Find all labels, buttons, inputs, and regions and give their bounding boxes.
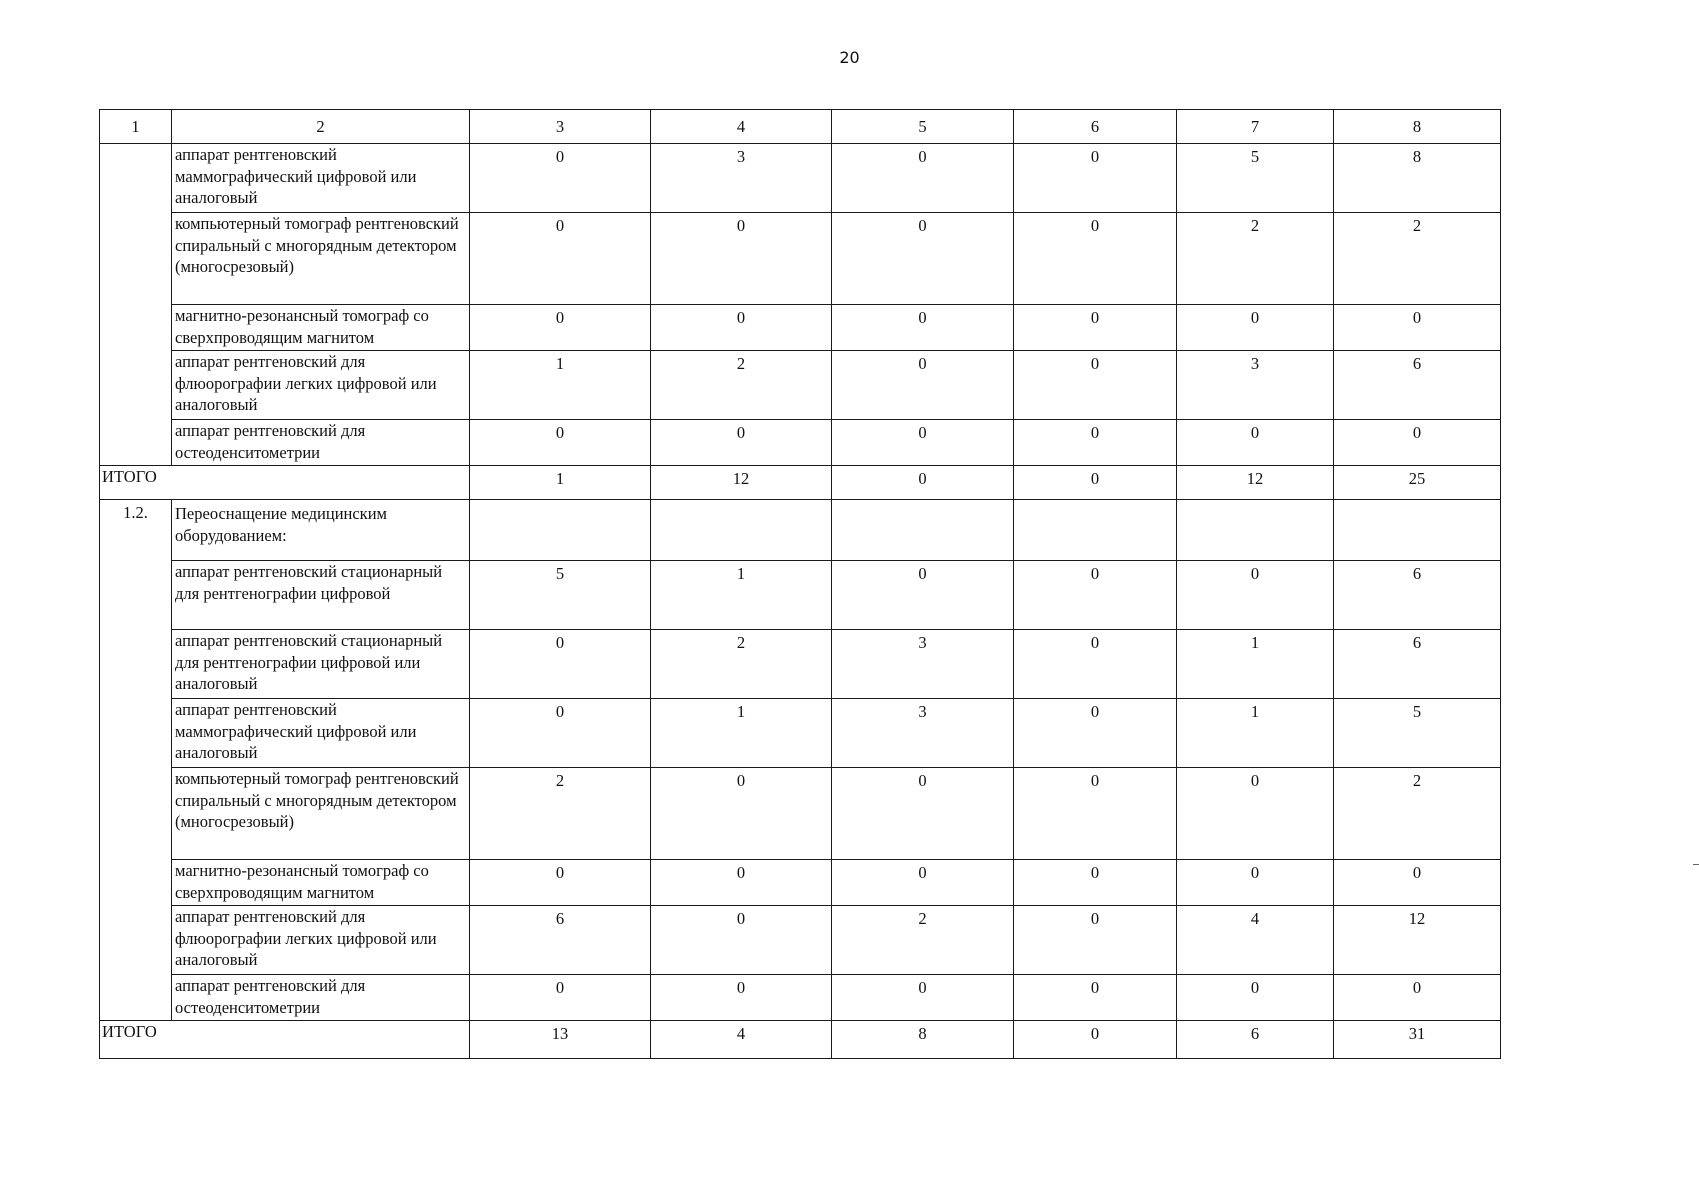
total-value: 0 bbox=[832, 466, 1014, 500]
value-cell: 0 bbox=[1177, 860, 1334, 906]
item-label: компьютерный томограф рентгеновский спиральный с многорядным детектором (многосрезовый) bbox=[172, 213, 470, 305]
item-label: аппарат рентгеновский для флюорографии легких цифровой или аналоговый bbox=[172, 351, 470, 420]
value-cell: 0 bbox=[832, 305, 1014, 351]
value-cell: 0 bbox=[470, 305, 651, 351]
value-cell: 0 bbox=[1334, 975, 1501, 1021]
value-cell: 6 bbox=[470, 906, 651, 975]
value-cell: 0 bbox=[1177, 305, 1334, 351]
value-cell: 0 bbox=[1014, 213, 1177, 305]
header-cell: 6 bbox=[1014, 110, 1177, 144]
value-cell: 8 bbox=[1334, 144, 1501, 213]
value-cell: 0 bbox=[470, 699, 651, 768]
table-row bbox=[100, 420, 1501, 466]
index-cell bbox=[100, 144, 172, 466]
value-cell: 0 bbox=[470, 975, 651, 1021]
value-cell: 0 bbox=[651, 975, 832, 1021]
value-cell: 2 bbox=[832, 906, 1014, 975]
value-cell: 0 bbox=[651, 768, 832, 860]
value-cell: 0 bbox=[1014, 699, 1177, 768]
value-cell: 0 bbox=[470, 213, 651, 305]
table-row bbox=[100, 699, 1501, 768]
header-cell: 7 bbox=[1177, 110, 1334, 144]
item-label: аппарат рентгеновский маммографический цифровой или аналоговый bbox=[172, 144, 470, 213]
value-cell: 3 bbox=[651, 144, 832, 213]
header-cell: 4 bbox=[651, 110, 832, 144]
value-cell: 0 bbox=[1014, 420, 1177, 466]
item-label: аппарат рентгеновский для остеоденситометрии bbox=[172, 975, 470, 1021]
item-label: аппарат рентгеновский стационарный для рентгенографии цифровой или аналоговый bbox=[172, 630, 470, 699]
value-cell: 0 bbox=[1014, 768, 1177, 860]
empty-cell bbox=[1177, 500, 1334, 561]
value-cell: 2 bbox=[1334, 768, 1501, 860]
total-row bbox=[100, 466, 1501, 500]
item-label: аппарат рентгеновский для флюорографии легких цифровой или аналоговый bbox=[172, 906, 470, 975]
item-label: аппарат рентгеновский для остеоденситометрии bbox=[172, 420, 470, 466]
header-cell: 5 bbox=[832, 110, 1014, 144]
empty-cell bbox=[470, 500, 651, 561]
total-value: 0 bbox=[1014, 466, 1177, 500]
value-cell: 0 bbox=[470, 420, 651, 466]
value-cell: 12 bbox=[1334, 906, 1501, 975]
value-cell: 2 bbox=[1334, 213, 1501, 305]
value-cell: 0 bbox=[832, 420, 1014, 466]
value-cell: 3 bbox=[1177, 351, 1334, 420]
header-cell: 1 bbox=[100, 110, 172, 144]
value-cell: 0 bbox=[1014, 630, 1177, 699]
value-cell: 0 bbox=[1177, 975, 1334, 1021]
section-heading: Переоснащение медицинским оборудованием: bbox=[172, 500, 470, 561]
value-cell: 6 bbox=[1334, 351, 1501, 420]
value-cell: 0 bbox=[832, 351, 1014, 420]
value-cell: 0 bbox=[1014, 906, 1177, 975]
item-label: компьютерный томограф рентгеновский спиральный с многорядным детектором (многосрезовый) bbox=[172, 768, 470, 860]
header-cell: 2 bbox=[172, 110, 470, 144]
section-heading-row bbox=[100, 500, 1501, 561]
value-cell: 0 bbox=[470, 630, 651, 699]
item-label: магнитно-резонансный томограф со сверхпроводящим магнитом bbox=[172, 860, 470, 906]
value-cell: 0 bbox=[1014, 305, 1177, 351]
table-row bbox=[100, 906, 1501, 975]
value-cell: 1 bbox=[651, 699, 832, 768]
total-value: 1 bbox=[470, 466, 651, 500]
value-cell: 4 bbox=[1177, 906, 1334, 975]
item-label: аппарат рентгеновский стационарный для рентгенографии цифровой bbox=[172, 561, 470, 630]
value-cell: 2 bbox=[1177, 213, 1334, 305]
value-cell: 0 bbox=[470, 144, 651, 213]
table-row bbox=[100, 351, 1501, 420]
table-row bbox=[100, 768, 1501, 860]
value-cell: 5 bbox=[1177, 144, 1334, 213]
value-cell: 0 bbox=[832, 213, 1014, 305]
value-cell: 0 bbox=[651, 420, 832, 466]
table-row bbox=[100, 561, 1501, 630]
total-value: 4 bbox=[651, 1021, 832, 1059]
value-cell: 6 bbox=[1334, 561, 1501, 630]
value-cell: 1 bbox=[1177, 630, 1334, 699]
value-cell: 0 bbox=[651, 305, 832, 351]
page-number: 20 bbox=[839, 48, 860, 67]
total-value: 0 bbox=[1014, 1021, 1177, 1059]
section-index: 1.2. bbox=[100, 500, 172, 1021]
value-cell: 0 bbox=[651, 213, 832, 305]
equipment-table bbox=[99, 109, 1501, 1059]
header-cell: 3 bbox=[470, 110, 651, 144]
value-cell: 2 bbox=[470, 768, 651, 860]
table-row bbox=[100, 144, 1501, 213]
value-cell: 0 bbox=[1014, 860, 1177, 906]
value-cell: 0 bbox=[651, 906, 832, 975]
header-row bbox=[100, 110, 1501, 144]
total-value: 13 bbox=[470, 1021, 651, 1059]
value-cell: 0 bbox=[1334, 305, 1501, 351]
empty-cell bbox=[651, 500, 832, 561]
scan-margin-mark bbox=[1693, 864, 1699, 865]
table-row bbox=[100, 975, 1501, 1021]
total-value: 31 bbox=[1334, 1021, 1501, 1059]
value-cell: 0 bbox=[470, 860, 651, 906]
value-cell: 0 bbox=[832, 768, 1014, 860]
value-cell: 1 bbox=[651, 561, 832, 630]
total-label: ИТОГО bbox=[100, 466, 470, 500]
empty-cell bbox=[1334, 500, 1501, 561]
value-cell: 0 bbox=[1334, 860, 1501, 906]
table-row bbox=[100, 630, 1501, 699]
value-cell: 6 bbox=[1334, 630, 1501, 699]
empty-cell bbox=[1014, 500, 1177, 561]
value-cell: 0 bbox=[832, 860, 1014, 906]
header-cell: 8 bbox=[1334, 110, 1501, 144]
value-cell: 0 bbox=[1014, 561, 1177, 630]
total-value: 8 bbox=[832, 1021, 1014, 1059]
total-value: 12 bbox=[651, 466, 832, 500]
value-cell: 0 bbox=[1014, 144, 1177, 213]
value-cell: 0 bbox=[832, 144, 1014, 213]
value-cell: 0 bbox=[1177, 561, 1334, 630]
value-cell: 3 bbox=[832, 699, 1014, 768]
value-cell: 1 bbox=[1177, 699, 1334, 768]
value-cell: 1 bbox=[470, 351, 651, 420]
value-cell: 5 bbox=[1334, 699, 1501, 768]
table-row bbox=[100, 213, 1501, 305]
table-row bbox=[100, 305, 1501, 351]
value-cell: 0 bbox=[1014, 351, 1177, 420]
value-cell: 0 bbox=[1177, 420, 1334, 466]
value-cell: 0 bbox=[1177, 768, 1334, 860]
value-cell: 2 bbox=[651, 351, 832, 420]
value-cell: 0 bbox=[832, 561, 1014, 630]
item-label: магнитно-резонансный томограф со сверхпроводящим магнитом bbox=[172, 305, 470, 351]
total-value: 6 bbox=[1177, 1021, 1334, 1059]
value-cell: 3 bbox=[832, 630, 1014, 699]
empty-cell bbox=[832, 500, 1014, 561]
value-cell: 0 bbox=[832, 975, 1014, 1021]
value-cell: 0 bbox=[651, 860, 832, 906]
value-cell: 5 bbox=[470, 561, 651, 630]
value-cell: 0 bbox=[1014, 975, 1177, 1021]
value-cell: 0 bbox=[1334, 420, 1501, 466]
total-value: 25 bbox=[1334, 466, 1501, 500]
item-label: аппарат рентгеновский маммографический цифровой или аналоговый bbox=[172, 699, 470, 768]
total-label: ИТОГО bbox=[100, 1021, 470, 1059]
total-value: 12 bbox=[1177, 466, 1334, 500]
total-row bbox=[100, 1021, 1501, 1059]
table-row bbox=[100, 860, 1501, 906]
value-cell: 2 bbox=[651, 630, 832, 699]
